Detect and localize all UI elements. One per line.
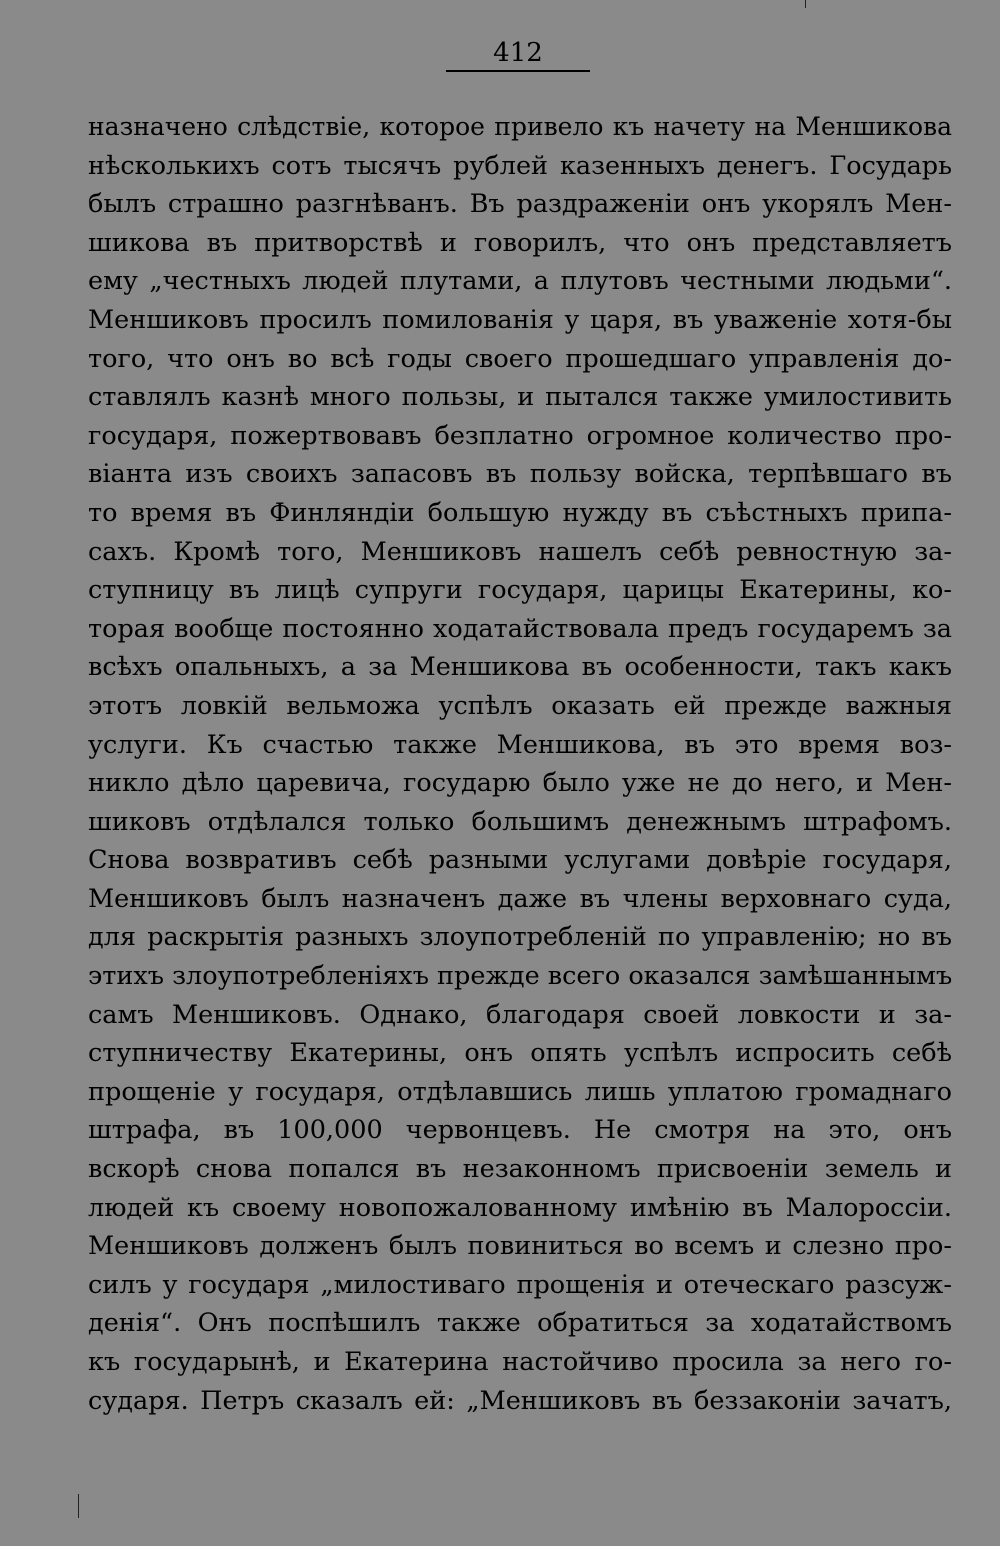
text-line: услуги. Къ счастью также Меншикова, въ это время воз- [88,729,952,760]
text-line: назначено слѣдствіе, которое привело къ начету на Меншикова [88,112,952,141]
text-line: ступницу въ лицѣ супруги государя, царицы Екатерины, ко- [88,575,952,606]
text-line: ступничеству Екатерины, онъ опять успѣлъ испросить себѣ [88,1038,952,1069]
text-line: шиковъ отдѣлался только большимъ денежнымъ штрафомъ. [88,806,952,837]
text-line: віанта изъ своихъ запасовъ въ пользу войска, терпѣвшаго въ [88,459,952,490]
text-line: нѣсколькихъ сотъ тысячъ рублей казенныхъ денегъ. Государь [88,150,952,181]
text-line: сахъ. Кромѣ того, Меншиковъ нашелъ себѣ ревностную за- [88,536,952,567]
text-line: прощеніе у государя, отдѣлавшись лишь уплатою громаднаго [88,1076,952,1107]
text-line: былъ страшно разгнѣванъ. Въ раздраженіи онъ укорялъ Мен- [88,189,952,220]
text-line: вскорѣ снова попался въ незаконномъ присвоеніи земель и [88,1154,952,1185]
text-line: этихъ злоупотребленіяхъ прежде всего оказался замѣшаннымъ [88,961,952,992]
page-number: 412 [493,38,543,68]
text-line: ему „честныхъ людей плутами, а плутовъ честными людьми“. [88,266,952,297]
text-line: штрафа, въ 100,000 червонцевъ. Не смотря на это, онъ [88,1115,952,1146]
scan-mark-bottom [78,1494,79,1518]
text-line: Меншиковъ долженъ былъ повиниться во всемъ и слезно про- [88,1231,952,1262]
page-number-rule [446,70,590,72]
text-line: шикова въ притворствѣ и говорилъ, что онъ представляетъ [88,227,952,258]
body-text [88,108,952,1420]
text-line: Меншиковъ былъ назначенъ даже въ члены верховнаго суда, [88,883,952,914]
text-line: всѣхъ опальныхъ, а за Меншикова въ особенности, такъ какъ [88,652,952,683]
text-line: силъ у государя „милостиваго прощенія и отеческаго разсуж- [88,1269,952,1300]
text-line: Снова возвративъ себѣ разными услугами довѣріе государя, [88,845,952,876]
text-line: торая вообще постоянно ходатайствовала предъ государемъ за [88,613,952,644]
text-line: сударя. Петръ сказалъ ей: „Меншиковъ въ беззаконіи зачатъ, [88,1385,952,1416]
text-line: того, что онъ во всѣ годы своего прошедшаго управленія до- [88,343,952,374]
text-line: то время въ Финляндіи большую нужду въ съѣстныхъ припа- [88,497,952,528]
text-line: для раскрытія разныхъ злоупотребленій по управленію; но въ [88,922,952,953]
text-line: людей къ своему новопожалованному имѣнію въ Малороссіи. [88,1192,952,1223]
text-line: никло дѣло царевича, государю было уже не до него, и Мен- [88,768,952,799]
text-line: денія“. Онъ поспѣшилъ также обратиться за ходатайствомъ [88,1308,952,1339]
text-line: Меншиковъ просилъ помилованія у царя, въ уваженіе хотя-бы [88,304,952,335]
text-line: государя, пожертвовавъ безплатно огромное количество про- [88,420,952,451]
text-line: ставлялъ казнѣ много пользы, и пытался также умилостивить [88,382,952,413]
text-line: этотъ ловкій вельможа успѣлъ оказать ей прежде важныя [88,690,952,721]
scan-mark-top [805,0,806,8]
text-line: самъ Меншиковъ. Однако, благодаря своей ловкости и за- [88,999,952,1030]
text-line: къ государынѣ, и Екатерина настойчиво просила за него го- [88,1347,952,1377]
